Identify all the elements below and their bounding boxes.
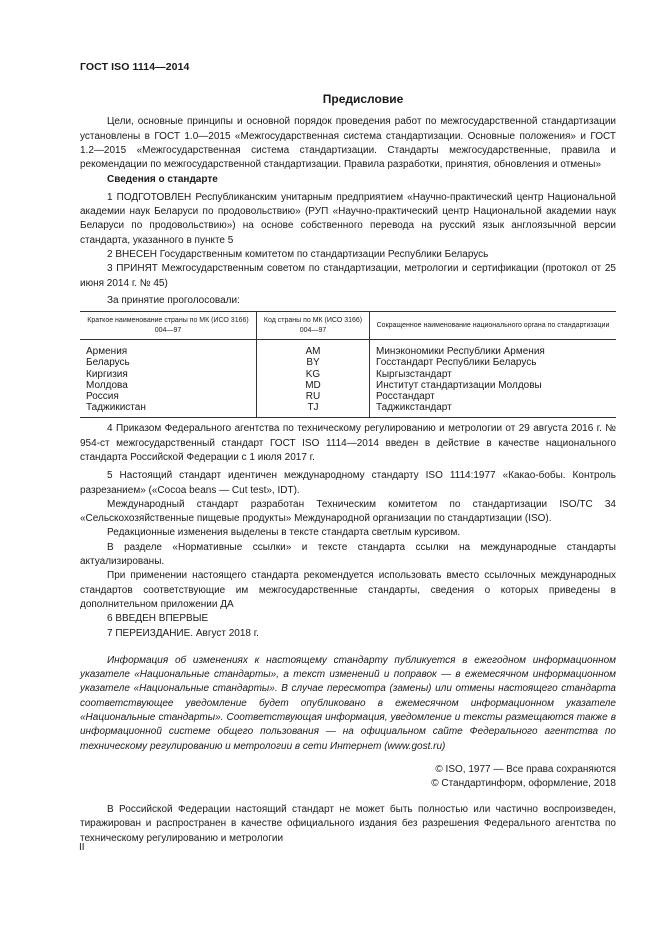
changes-info-note: Информация об изменениях к настоящему стандарту публикуется в ежегодном информационном указателе «Национальные стандарты», а текст изменений и поправок — в ежемесячном информационном указателе «Национальные стандарты». В случае пересмотра (замены) или отмены настоящего стандарта соответствующее уведомление будет опубликовано в ежемесячном информационном указателе «Национальные стандарты». Соответствующая информация, уведомление и тексты размещаются также в информационной системе общего пользования — на официальном сайте Федерального агентства по техническому регулированию и метрологии в сети Интернет (www.gost.ru): [80, 654, 616, 752]
cell-body: Кыргызстандарт: [370, 369, 617, 380]
cell-body: Институт стандартизации Молдовы: [370, 380, 617, 391]
item-3-adopted: 3 ПРИНЯТ Межгосударственным советом по стандартизации, метрологии и сертификации (протокол от 25 июня 2014 г. № 45): [80, 263, 616, 289]
voted-label: За принятие проголосовали:: [107, 294, 240, 306]
cell-code: KG: [257, 369, 370, 380]
copyright-publisher: © Стандартинформ, оформление, 2018: [431, 778, 616, 790]
table-row: [80, 357, 616, 368]
cell-body: Таджикстандарт: [370, 402, 617, 418]
cell-body: Госстандарт Республики Беларусь: [370, 357, 617, 368]
cell-code: BY: [257, 357, 370, 368]
item-5-developer: Международный стандарт разработан Техническим комитетом по стандартизации ISO/TC 34 «Сельскохозяйственные пищевые продукты» Международной организации по стандартизации (ISO).: [80, 498, 616, 525]
page-title: Предисловие: [322, 92, 404, 106]
cell-body: Росстандарт: [370, 391, 617, 402]
table-row: [80, 369, 616, 380]
item-4-order: 4 Приказом Федерального агентства по техническому регулированию и метрологии от 29 августа 2016 г. № 954-ст межгосударственный стандарт ГОСТ ISO 1114—2014 введен в действие в качестве национального стандарта Российской Федерации с 1 июля 2017 г.: [80, 423, 616, 463]
cell-country: Армения: [86, 346, 128, 358]
item-6-first: 6 ВВЕДЕН ВПЕРВЫЕ: [107, 613, 209, 625]
item-1-prepared: 1 ПОДГОТОВЛЕН Республиканским унитарным предприятием «Научно-практический центр Национальной академии наук Беларуси по продовольствию» (РУП «Научно-практический центр Национальной академии наук Беларуси по продовольствию») на основе собственного перевода на русский язык англоязычной версии стандарта, указанного в пункте 5: [80, 191, 616, 246]
copyright-iso: © ISO, 1977 — Все права сохраняются: [435, 763, 616, 775]
cell-body: Минэкономики Республики Армения: [370, 340, 617, 358]
item-5-application: При применении настоящего стандарта рекомендуется использовать вместо ссылочных международных стандартов соответствующие им межгосударственные стандарты, сведения о которых приведены в дополнительном приложении ДА: [80, 570, 616, 610]
copyright-block: [80, 763, 616, 792]
item-5-identical: 5 Настоящий стандарт идентичен международному стандарту ISO 1114:1977 «Какао-бобы. Контроль разрезанием» («Cocoa beans — Cut test», IDT).: [80, 470, 616, 496]
cell-country: Киргизия: [86, 368, 128, 380]
item-5-editorial: Редакционные изменения выделены в тексте стандарта светлым курсивом.: [107, 527, 461, 539]
col-header-body: Сокращенное наименование национального органа по стандартизации: [370, 312, 617, 340]
col-header-code: Код страны по МК (ИСО 3166) 004—97: [257, 312, 370, 340]
cell-code: AM: [257, 340, 370, 358]
cell-country: Молдова: [86, 379, 128, 391]
table-row: [80, 402, 616, 418]
item-2-introduced: 2 ВНЕСЕН Государственным комитетом по стандартизации Республики Беларусь: [107, 248, 489, 260]
voting-states-table: [80, 311, 616, 418]
cell-code: TJ: [257, 402, 370, 418]
cell-code: MD: [257, 380, 370, 391]
reproduction-notice: В Российской Федерации настоящий стандарт не может быть полностью или частично воспроизведен, тиражирован и распространен в качестве официального издания без разрешения Федерального агентства по техническому регулированию и метрологии: [80, 803, 616, 844]
item-5-references: В разделе «Нормативные ссылки» и тексте стандарта ссылки на международные стандарты актуализированы.: [80, 541, 616, 568]
cell-country: Беларусь: [86, 357, 130, 369]
foreword-content: [80, 92, 616, 846]
cell-country: Таджикистан: [80, 402, 257, 418]
page-number: II: [79, 842, 85, 853]
document-code-header: ГОСТ ISO 1114—2014: [80, 61, 190, 73]
info-heading: Сведения о стандарте: [107, 174, 218, 186]
cell-country: Россия: [86, 390, 119, 402]
table-row: [80, 391, 616, 402]
table-row: [80, 380, 616, 391]
item-7-reissue: 7 ПЕРЕИЗДАНИЕ. Август 2018 г.: [107, 627, 259, 639]
changes-info-block: [80, 654, 616, 754]
table-header-row: [80, 312, 616, 340]
table-row: [80, 340, 616, 358]
intro-paragraph: Цели, основные принципы и основной порядок проведения работ по межгосударственной стандартизации установлены в ГОСТ 1.0—2015 «Межгосударственная система стандартизации. Основные положения» и ГОСТ 1.2—2015 «Межгосударственная система стандартизации. Стандарты межгосударственные, правила и рекомендации по межгосударственной стандартизации. Правила разработки, принятия, обновления и отмены»: [80, 116, 616, 171]
col-header-country: Краткое наименование страны по МК (ИСО 3166) 004—97: [80, 312, 257, 340]
cell-code: RU: [257, 391, 370, 402]
